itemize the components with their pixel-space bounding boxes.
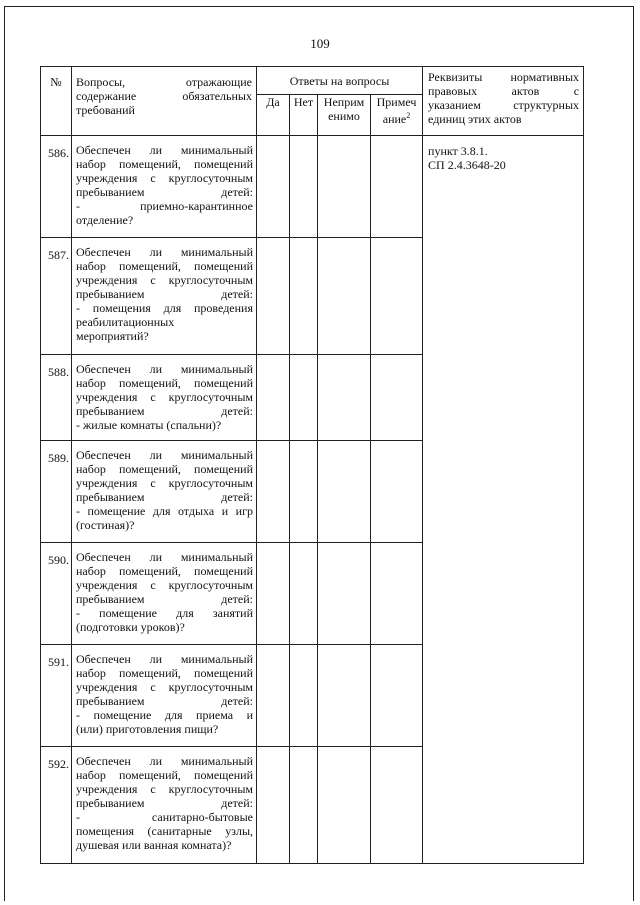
- answer-note-label: Примеч ание: [376, 95, 417, 126]
- question-line: Обеспечен ли минимальный: [76, 362, 253, 376]
- answer-yes-cell[interactable]: [257, 645, 290, 747]
- question-line: Обеспечен ли минимальный: [76, 754, 253, 768]
- answer-no-label: Нет: [293, 95, 314, 109]
- question-line: пребыванием детей:: [76, 404, 253, 418]
- question-cell: [72, 355, 257, 441]
- answer-yes-cell[interactable]: [257, 136, 290, 238]
- question-line: набор помещений, помещений: [76, 462, 253, 476]
- hr-w6: указанием: [428, 98, 481, 112]
- question-line: душевая или ванная комната)?: [76, 838, 232, 852]
- answer-yes-cell[interactable]: [257, 441, 290, 543]
- question-line: отделение?: [76, 213, 134, 227]
- hr-w3: правовых: [428, 84, 478, 98]
- answer-na-cell[interactable]: [318, 441, 371, 543]
- row-number: 587.: [41, 238, 72, 355]
- question-line: - жилые комнаты (спальни)?: [76, 418, 222, 432]
- question-line: набор помещений, помещений: [76, 259, 253, 273]
- answer-na-cell[interactable]: [318, 747, 371, 864]
- row-number: 588.: [41, 355, 72, 441]
- answer-na-cell[interactable]: [318, 645, 371, 747]
- table-body: [41, 136, 584, 864]
- question-line: пребыванием детей:: [76, 490, 253, 504]
- answer-note-cell[interactable]: [371, 136, 423, 238]
- page-number: 109: [310, 36, 330, 51]
- question-line: пребыванием детей:: [76, 287, 253, 301]
- question-line: учреждения с круглосуточным: [76, 782, 253, 796]
- header-reference: [423, 67, 584, 136]
- row-number: 592.: [41, 747, 72, 864]
- answer-no-cell[interactable]: [290, 747, 318, 864]
- question-line: - санитарно-бытовые: [76, 810, 253, 824]
- question-line: - помещение для отдыха и игр: [76, 504, 253, 518]
- question-line: учреждения с круглосуточным: [76, 171, 253, 185]
- answer-note-cell[interactable]: [371, 238, 423, 355]
- answer-no-cell[interactable]: [290, 543, 318, 645]
- answer-note-cell[interactable]: [371, 441, 423, 543]
- answer-na-cell[interactable]: [318, 355, 371, 441]
- question-line: - помещения для проведения: [76, 301, 253, 315]
- question-line: Обеспечен ли минимальный: [76, 245, 253, 259]
- table-header: [41, 67, 584, 136]
- hr-w8: единиц этих актов: [428, 112, 522, 126]
- answer-yes-cell[interactable]: [257, 747, 290, 864]
- question-cell: [72, 543, 257, 645]
- answer-yes-label: Да: [266, 95, 280, 109]
- hq-w1: Вопросы,: [76, 75, 126, 89]
- question-cell: [72, 747, 257, 864]
- question-cell: [72, 238, 257, 355]
- header-answer-no: [290, 95, 318, 136]
- question-line: учреждения с круглосуточным: [76, 680, 253, 694]
- row-number: 589.: [41, 441, 72, 543]
- answer-no-cell[interactable]: [290, 238, 318, 355]
- question-line: пребыванием детей:: [76, 796, 253, 810]
- answer-yes-cell[interactable]: [257, 543, 290, 645]
- question-line: Обеспечен ли минимальный: [76, 550, 253, 564]
- answer-note-cell[interactable]: [371, 747, 423, 864]
- num-label: №: [50, 75, 62, 89]
- answer-no-cell[interactable]: [290, 136, 318, 238]
- header-num: [41, 67, 72, 136]
- question-line: (подготовки уроков)?: [76, 620, 185, 634]
- answer-no-cell[interactable]: [290, 645, 318, 747]
- hq-w3: содержание: [76, 89, 137, 103]
- question-line: учреждения с круглосуточным: [76, 273, 253, 287]
- question-line: пребыванием детей:: [76, 592, 253, 606]
- answer-yes-cell[interactable]: [257, 238, 290, 355]
- question-line: Обеспечен ли минимальный: [76, 143, 253, 157]
- question-line: (гостиная)?: [76, 518, 135, 532]
- question-line: набор помещений, помещений: [76, 768, 253, 782]
- question-line: учреждения с круглосуточным: [76, 390, 253, 404]
- question-cell: [72, 441, 257, 543]
- question-line: набор помещений, помещений: [76, 157, 253, 171]
- answer-na-cell[interactable]: [318, 238, 371, 355]
- question-line: реабилитационных: [76, 315, 175, 329]
- header-answer-note: [371, 95, 423, 136]
- question-line: пребыванием детей:: [76, 185, 253, 199]
- footnote-mark: 2: [406, 111, 411, 120]
- answer-no-cell[interactable]: [290, 441, 318, 543]
- question-line: (или) приготовления пищи?: [76, 722, 219, 736]
- question-line: учреждения с круглосуточным: [76, 578, 253, 592]
- hr-w7: структурных: [513, 98, 580, 112]
- answer-note-cell[interactable]: [371, 543, 423, 645]
- header-answers-group: [257, 67, 423, 95]
- answer-note-cell[interactable]: [371, 645, 423, 747]
- answer-na-cell[interactable]: [318, 543, 371, 645]
- header-answer-yes: [257, 95, 290, 136]
- hq-w2: отражающие: [185, 75, 252, 89]
- hq-w4: обязательных: [182, 89, 252, 103]
- hq-w5: требований: [76, 103, 135, 117]
- question-line: - приемно-карантинное: [76, 199, 253, 213]
- question-line: Обеспечен ли минимальный: [76, 652, 253, 666]
- header-questions: [72, 67, 257, 136]
- header-answer-na: [318, 95, 371, 136]
- answer-yes-cell[interactable]: [257, 355, 290, 441]
- question-cell: [72, 645, 257, 747]
- question-line: помещения (санитарные узлы,: [76, 824, 253, 838]
- hr-w4: актов: [511, 84, 540, 98]
- answer-na-label: Неприм енимо: [323, 95, 365, 123]
- reference-line: пункт 3.8.1.: [428, 144, 488, 158]
- row-number: 591.: [41, 645, 72, 747]
- question-cell: [72, 136, 257, 238]
- hr-w5: с: [573, 84, 580, 98]
- question-line: набор помещений, помещений: [76, 564, 253, 578]
- row-number: 586.: [41, 136, 72, 238]
- question-line: - помещение для занятий: [76, 606, 253, 620]
- answer-note-cell[interactable]: [371, 355, 423, 441]
- question-line: набор помещений, помещений: [76, 666, 253, 680]
- reference-cell: [423, 136, 584, 864]
- row-number: 590.: [41, 543, 72, 645]
- answer-na-cell[interactable]: [318, 136, 371, 238]
- question-line: учреждения с круглосуточным: [76, 476, 253, 490]
- table-row: [41, 136, 584, 238]
- hr-w1: Реквизиты: [428, 70, 483, 84]
- question-line: набор помещений, помещений: [76, 376, 253, 390]
- checklist-table: [40, 66, 584, 864]
- question-line: Обеспечен ли минимальный: [76, 448, 253, 462]
- question-line: пребыванием детей:: [76, 694, 253, 708]
- answers-group-label: Ответы на вопросы: [289, 74, 390, 88]
- question-line: мероприятий?: [76, 329, 149, 343]
- answer-no-cell[interactable]: [290, 355, 318, 441]
- reference-line: СП 2.4.3648-20: [428, 158, 506, 172]
- hr-w2: нормативных: [510, 70, 580, 84]
- question-line: - помещение для приема и: [76, 708, 253, 722]
